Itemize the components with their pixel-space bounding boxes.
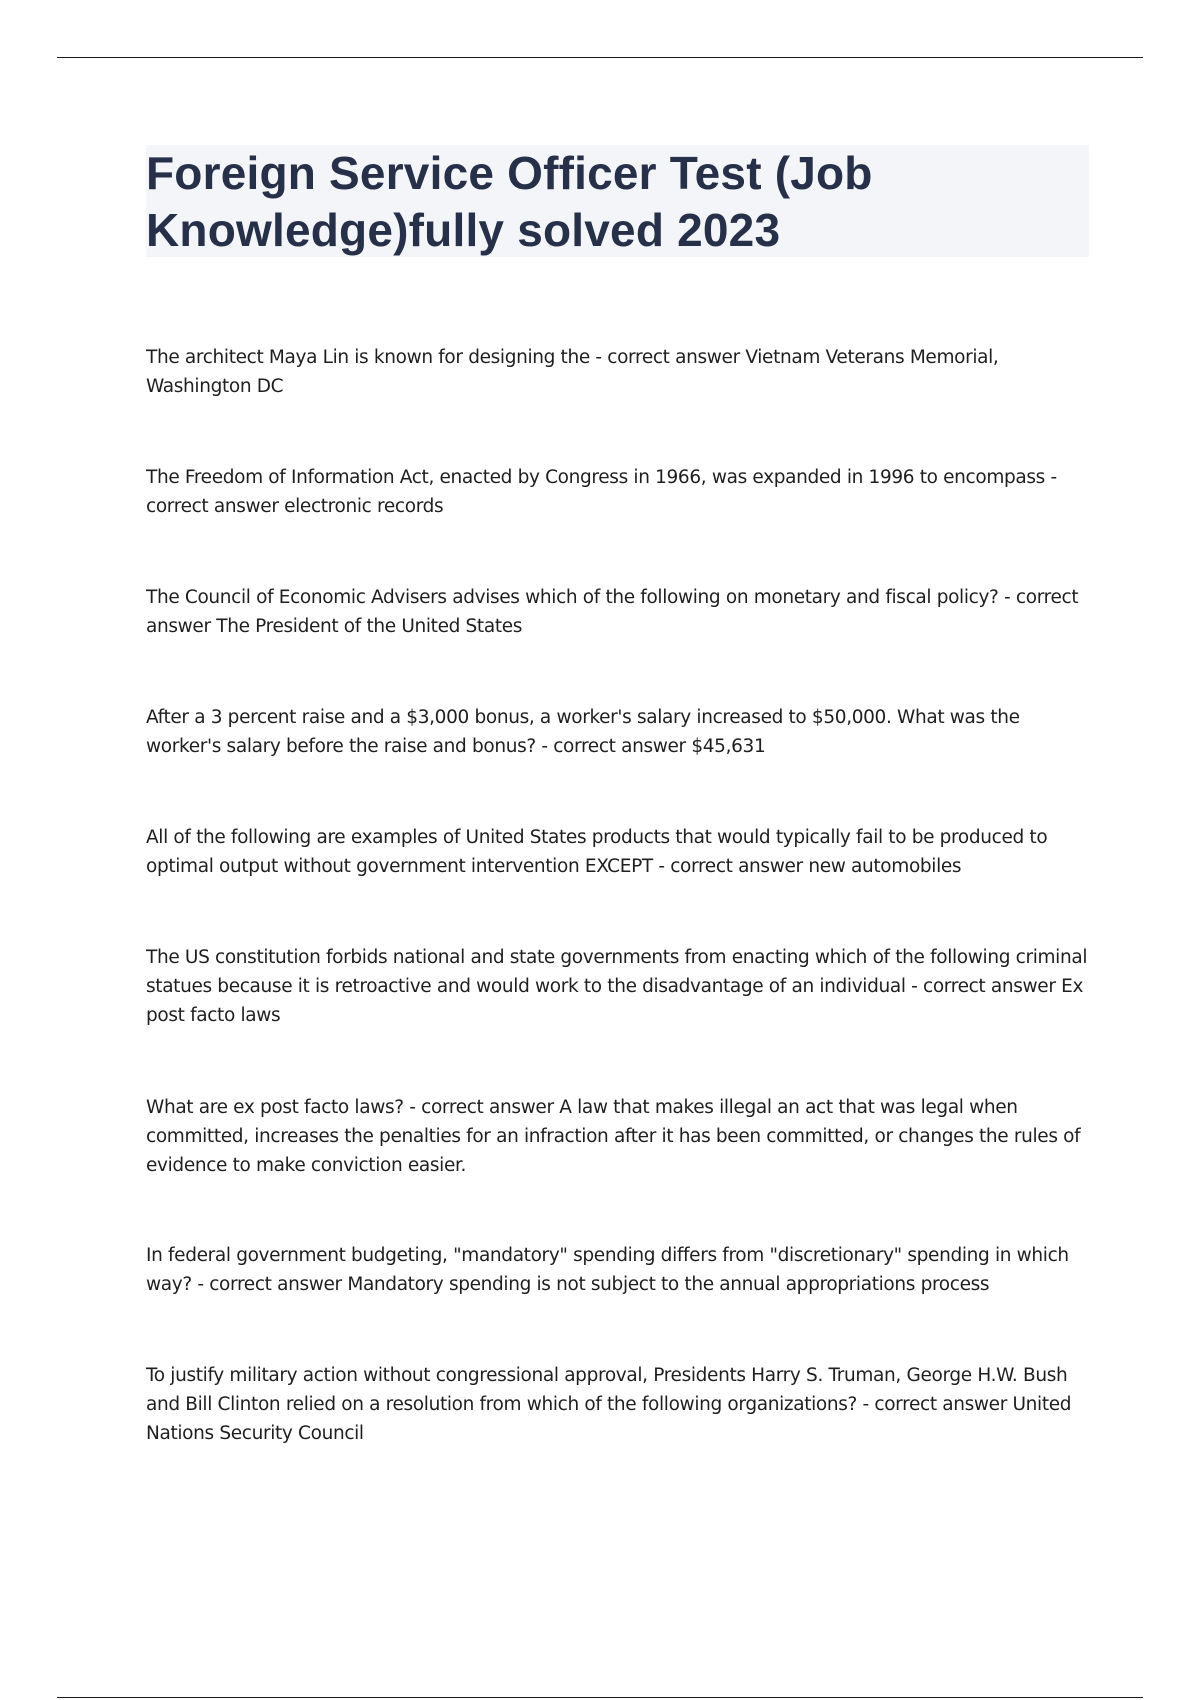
bottom-divider	[57, 1697, 1143, 1698]
title-block	[146, 145, 1089, 257]
qa-item-5: All of the following are examples of United States products that would typically fail to be produced to optimal output without government intervention EXCEPT - correct answer new automobiles	[146, 827, 1048, 877]
qa-item-6: The US constitution forbids national and state governments from enacting which of the following criminal statues because it is retroactive and would work to the disadvantage of an individual - correct answer Ex post facto laws	[146, 947, 1088, 1026]
top-divider	[57, 57, 1143, 58]
qa-item-2: The Freedom of Information Act, enacted by Congress in 1966, was expanded in 1996 to encompass - correct answer electronic records	[146, 467, 1057, 517]
qa-item-7: What are ex post facto laws? - correct answer A law that makes illegal an act that was legal when committed, increases the penalties for an infraction after it has been committed, or changes the rules of evidence to make conviction easier.	[146, 1097, 1081, 1176]
qa-item-9: To justify military action without congressional approval, Presidents Harry S. Truman, George H.W. Bush and Bill Clinton relied on a resolution from which of the following organizations? - correct answer United Nations Security Council	[146, 1365, 1072, 1444]
qa-item-4: After a 3 percent raise and a $3,000 bonus, a worker's salary increased to $50,000. What was the worker's salary before the raise and bonus? - correct answer $45,631	[146, 707, 1020, 757]
document-title: Foreign Service Officer Test (Job Knowledge)fully solved 2023	[146, 147, 873, 256]
qa-item-3: The Council of Economic Advisers advises which of the following on monetary and fiscal policy? - correct answer The President of the United States	[146, 587, 1079, 637]
qa-item-8: In federal government budgeting, "mandatory" spending differs from "discretionary" spending in which way? - correct answer Mandatory spending is not subject to the annual appropriations process	[146, 1245, 1069, 1295]
qa-item-1: The architect Maya Lin is known for designing the - correct answer Vietnam Veterans Memorial, Washington DC	[146, 347, 999, 397]
